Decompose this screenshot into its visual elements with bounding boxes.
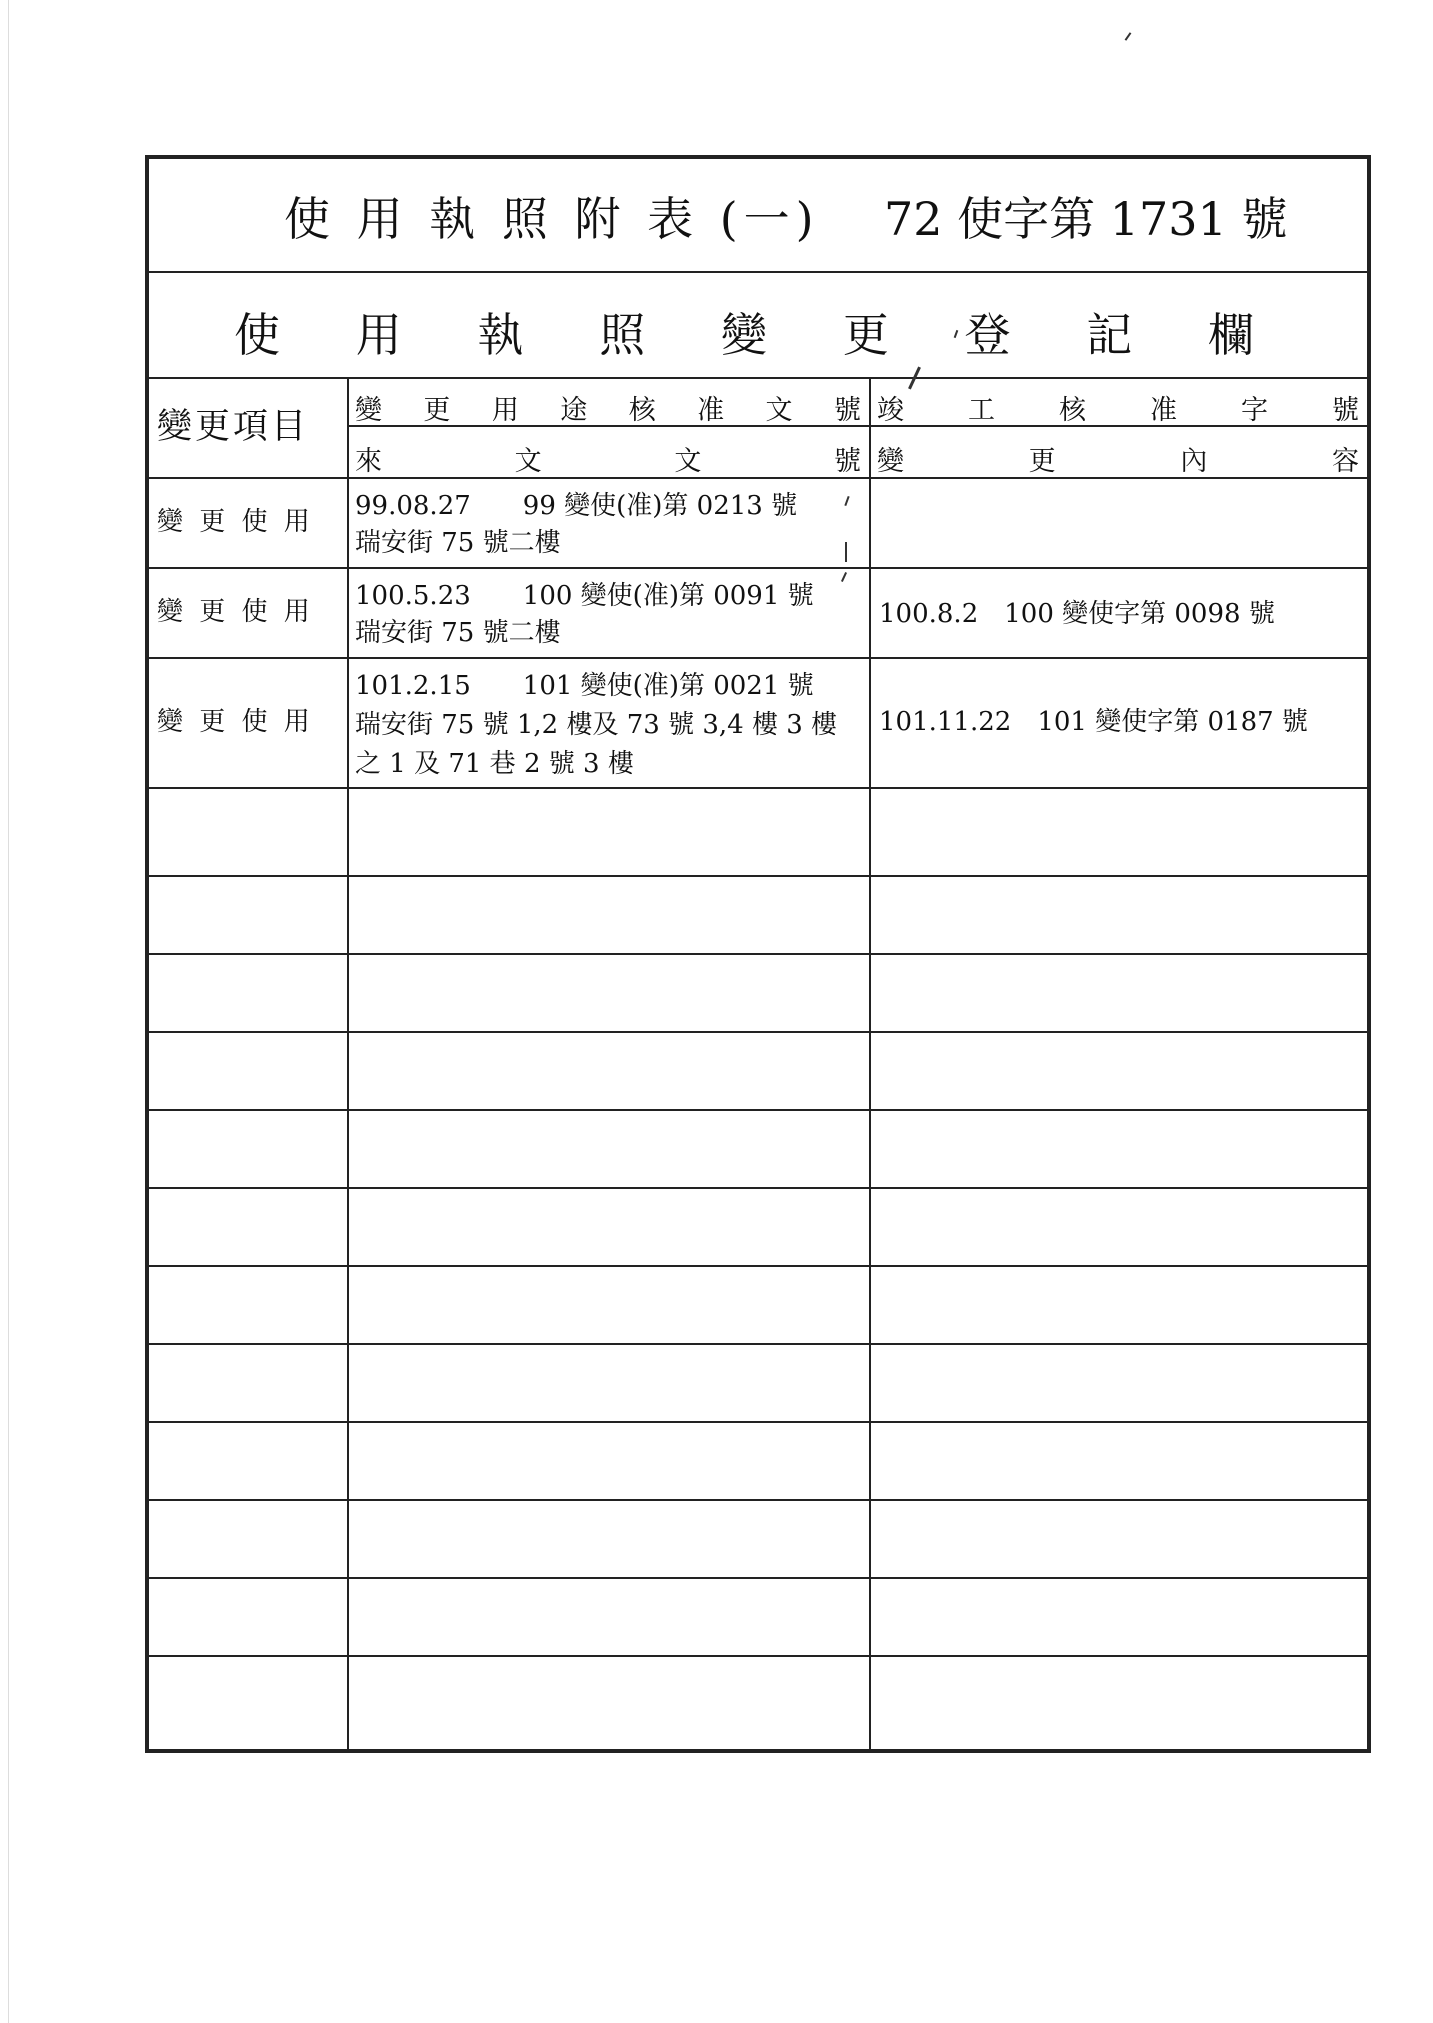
row1-item: 變 更 使 用 (157, 507, 314, 537)
permit-number: 72 使字第 1731 號 (884, 192, 1288, 246)
divider-subtitle (149, 377, 1367, 379)
header-char: 號 (1332, 395, 1359, 426)
header-char: 竣 (877, 395, 904, 426)
header-char: 號 (833, 395, 861, 426)
subtitle-char: 執 (477, 308, 524, 362)
scan-edge (8, 0, 9, 2023)
subtitle-char: 使 (234, 308, 280, 362)
subtitle-char: 更 (842, 308, 889, 362)
divider-empty-1 (149, 875, 1367, 877)
header-incoming-document (355, 439, 861, 478)
header-change-item: 變更項目 (157, 407, 310, 447)
divider-empty-7 (149, 1343, 1367, 1345)
subtitle-char: 記 (1086, 308, 1133, 362)
subtitle-char: 用 (355, 308, 402, 362)
header-char: 文 (674, 446, 702, 477)
divider-empty-9 (149, 1499, 1367, 1501)
header-char: 來 (355, 446, 382, 477)
header-char: 文 (514, 446, 542, 477)
divider-row2 (149, 657, 1367, 659)
divider-empty-3 (149, 1031, 1367, 1033)
divider-title (149, 271, 1367, 273)
row2-approval-line2: 瑞安街 75 號二樓 (355, 618, 561, 648)
row1-approval-line2: 瑞安街 75 號二樓 (355, 528, 561, 558)
row3-approval-line2: 瑞安街 75 號 1,2 樓及 73 號 3,4 樓 3 樓 (355, 710, 838, 740)
header-char: 更 (1028, 446, 1056, 477)
header-char: 容 (1331, 446, 1359, 477)
subtitle-char: 照 (599, 308, 646, 362)
divider-empty-8 (149, 1421, 1367, 1423)
header-char: 變 (355, 395, 382, 426)
form-title: 使 用 執 照 附 表 (一) (284, 192, 820, 246)
row3-approval-line1: 101.2.15 101 變使(准)第 0021 號 (355, 671, 814, 701)
subtitle-char: 登 (964, 308, 1011, 362)
header-char: 用 (491, 395, 519, 426)
row3-completion: 101.11.22 101 變使字第 0187 號 (879, 707, 1308, 737)
form-subtitle (234, 299, 1254, 365)
row3-item: 變 更 使 用 (157, 707, 314, 737)
header-char: 工 (968, 395, 995, 426)
header-char: 號 (833, 446, 861, 477)
divider-empty-6 (149, 1265, 1367, 1267)
header-approval-number (355, 388, 861, 427)
divider-empty-11 (149, 1655, 1367, 1657)
pen-mark (1125, 32, 1132, 41)
header-char: 核 (1059, 395, 1086, 426)
header-char: 更 (423, 395, 451, 426)
row2-completion: 100.8.2 100 變使字第 0098 號 (879, 599, 1275, 629)
header-char: 字 (1241, 395, 1268, 426)
header-char: 內 (1180, 446, 1208, 477)
divider-empty-5 (149, 1187, 1367, 1189)
divider-col2 (869, 377, 871, 1749)
divider-col1 (347, 377, 349, 1749)
row2-item: 變 更 使 用 (157, 597, 314, 627)
header-char: 核 (628, 395, 656, 426)
header-change-content (877, 439, 1359, 478)
usage-permit-change-form (145, 155, 1371, 1753)
header-char: 途 (560, 395, 588, 426)
divider-row1 (149, 567, 1367, 569)
header-char: 准 (1150, 395, 1177, 426)
row3-approval-line3: 之 1 及 71 巷 2 號 3 樓 (355, 749, 634, 779)
divider-row3 (149, 787, 1367, 789)
pen-mark (845, 542, 847, 562)
divider-empty-2 (149, 953, 1367, 955)
row1-approval-line1: 99.08.27 99 變使(准)第 0213 號 (355, 491, 798, 521)
header-char: 變 (877, 446, 904, 477)
header-char: 文 (765, 395, 793, 426)
subtitle-char: 變 (721, 308, 767, 362)
header-completion-number (877, 388, 1359, 427)
row2-approval-line1: 100.5.23 100 變使(准)第 0091 號 (355, 581, 814, 611)
subtitle-char: 欄 (1208, 308, 1254, 362)
divider-empty-4 (149, 1109, 1367, 1111)
divider-empty-10 (149, 1577, 1367, 1579)
header-char: 准 (697, 395, 725, 426)
